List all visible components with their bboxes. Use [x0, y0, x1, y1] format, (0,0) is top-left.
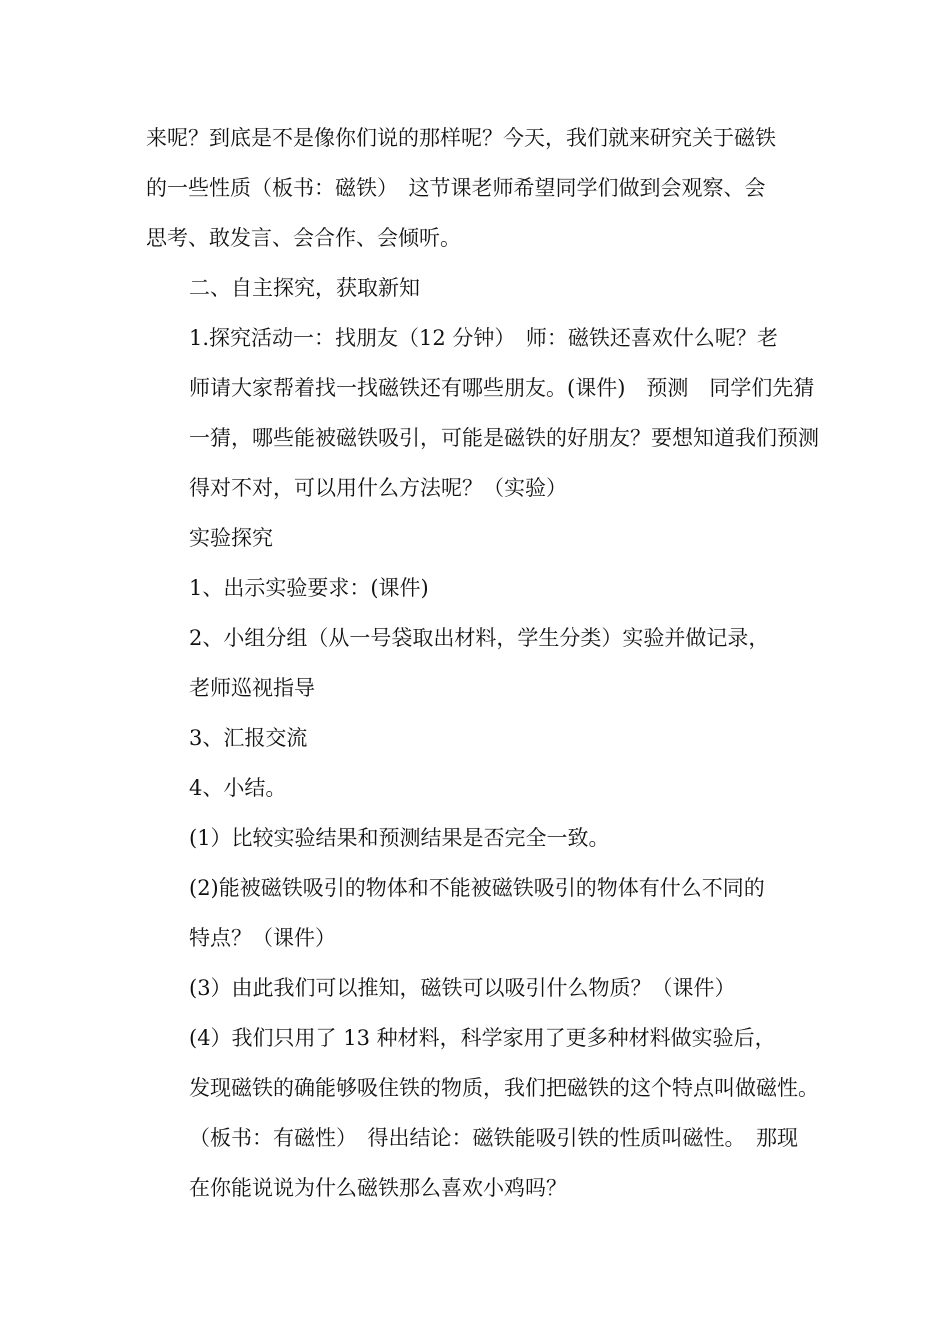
summary-point-2	[146, 863, 810, 963]
text-line: 一猜，哪些能被磁铁吸引，可能是磁铁的好朋友？要想知道我们预测	[189, 426, 819, 450]
summary-point-1	[146, 813, 810, 863]
text-line: 思考、敢发言、会合作、会倾听。	[146, 226, 461, 250]
list-item-2	[146, 613, 810, 713]
text-line: 师请大家帮着找一找磁铁还有哪些朋友。(课件) 预测 同学们先猜	[189, 376, 815, 400]
text-line: 发现磁铁的确能够吸住铁的物质，我们把磁铁的这个特点叫做磁性。	[189, 1076, 819, 1100]
text-line: (4）我们只用了 13 种材料，科学家用了更多种材料做实验后，	[189, 1026, 776, 1050]
text-line: 实验探究	[189, 526, 273, 550]
text-line: 得对不对，可以用什么方法呢？（实验）	[189, 476, 567, 500]
text-line: 在你能说说为什么磁铁那么喜欢小鸡吗？	[189, 1176, 567, 1200]
text-line: 老师巡视指导	[189, 676, 315, 700]
text-line: （板书：有磁性） 得出结论：磁铁能吸引铁的性质叫磁性。 那现	[189, 1126, 798, 1150]
list-item-4	[146, 763, 810, 813]
text-line: 3、汇报交流	[189, 726, 308, 750]
text-line: 1、出示实验要求：(课件)	[189, 576, 429, 600]
text-line: 二、自主探究，获取新知	[189, 276, 420, 300]
text-line: 1.探究活动一：找朋友（12 分钟） 师：磁铁还喜欢什么呢？老	[189, 326, 778, 350]
summary-point-3	[146, 963, 810, 1013]
text-line: 的一些性质（板书：磁铁） 这节课老师希望同学们做到会观察、会	[146, 176, 766, 200]
paragraph-activity-one	[146, 313, 819, 513]
document-body	[146, 113, 819, 1213]
text-line: (3）由此我们可以推知，磁铁可以吸引什么物质？（课件）	[189, 976, 736, 1000]
summary-point-4	[146, 1013, 819, 1213]
text-line: 4、小结。	[189, 776, 287, 800]
section-heading	[146, 263, 810, 313]
paragraph-intro	[146, 113, 810, 263]
subheading-experiment	[146, 513, 810, 563]
list-item-1	[146, 563, 810, 613]
list-item-3	[146, 713, 810, 763]
text-line: (2)能被磁铁吸引的物体和不能被磁铁吸引的物体有什么不同的	[189, 876, 765, 900]
text-line: 2、小组分组（从一号袋取出材料，学生分类）实验并做记录，	[189, 626, 770, 650]
text-line: 特点？（课件）	[189, 926, 336, 950]
text-line: 来呢？到底是不是像你们说的那样呢？今天，我们就来研究关于磁铁	[146, 126, 776, 150]
text-line: (1）比较实验结果和预测结果是否完全一致。	[189, 826, 610, 850]
